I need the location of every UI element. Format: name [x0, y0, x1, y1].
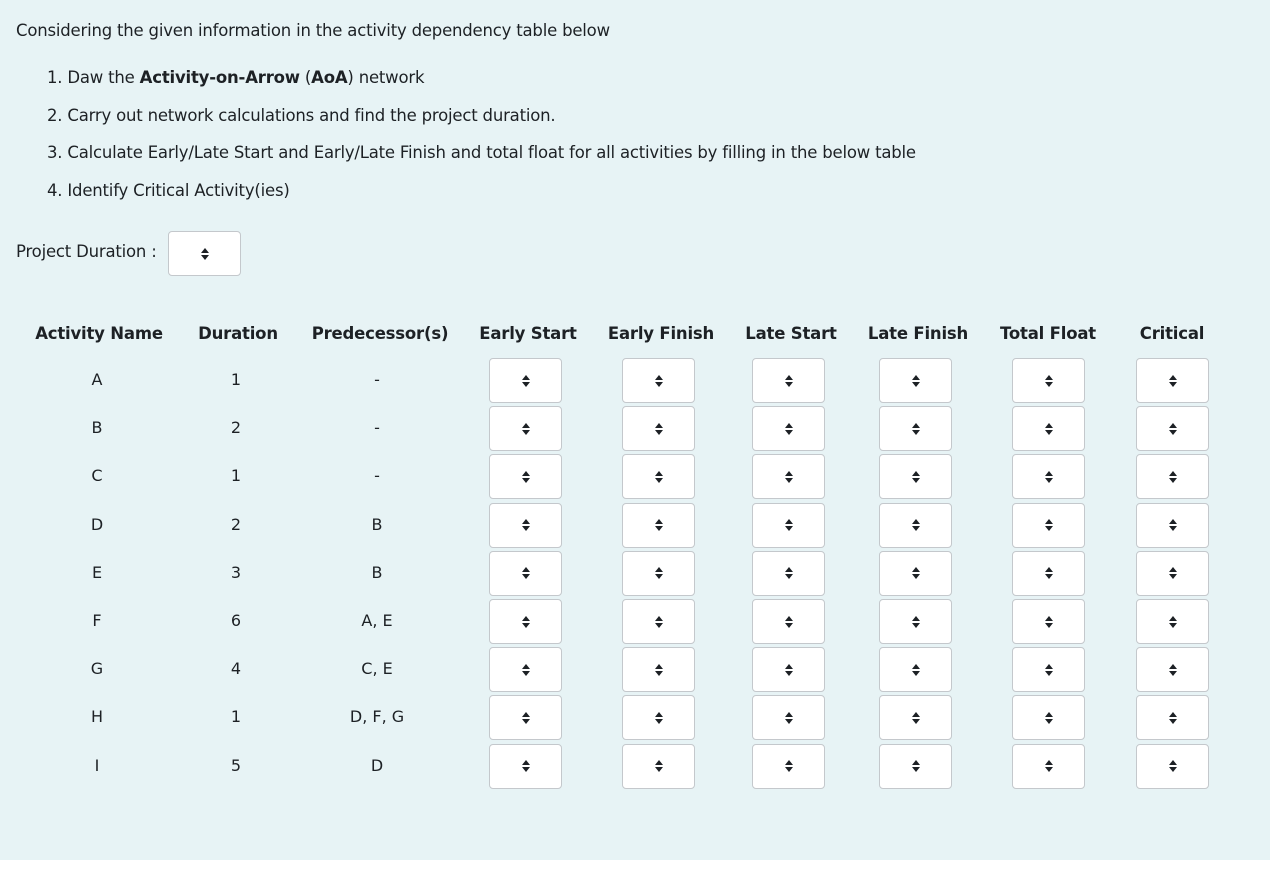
- updown-arrows-icon: [522, 567, 530, 579]
- early-finish-select[interactable]: [622, 599, 695, 644]
- activity-name-cell: C: [91, 466, 103, 486]
- duration-cell: 1: [230, 707, 242, 727]
- late-start-select[interactable]: [752, 695, 825, 740]
- late-start-select[interactable]: [752, 503, 825, 548]
- updown-arrows-icon: [522, 616, 530, 628]
- early-start-select[interactable]: [489, 647, 562, 692]
- updown-arrows-icon: [522, 519, 530, 531]
- early-finish-select[interactable]: [622, 551, 695, 596]
- updown-arrows-icon: [1045, 519, 1053, 531]
- updown-arrows-icon: [655, 519, 663, 531]
- updown-arrows-icon: [912, 423, 920, 435]
- late-finish-select[interactable]: [879, 551, 952, 596]
- step-4: 4. Identify Critical Activity(ies): [47, 180, 290, 200]
- total-float-select[interactable]: [1012, 695, 1085, 740]
- updown-arrows-icon: [1045, 616, 1053, 628]
- activity-name-cell: I: [94, 755, 100, 775]
- late-start-select[interactable]: [752, 551, 825, 596]
- late-start-select[interactable]: [752, 744, 825, 789]
- activity-name-cell: A: [91, 370, 103, 389]
- predecessor-cell: A, E: [361, 611, 393, 630]
- critical-select[interactable]: [1136, 358, 1209, 403]
- total-float-select[interactable]: [1012, 551, 1085, 596]
- updown-arrows-icon: [655, 760, 663, 772]
- activity-name-cell: E: [91, 562, 103, 582]
- header-early-finish: Early Finish: [607, 324, 715, 343]
- early-finish-select[interactable]: [622, 406, 695, 451]
- late-start-select[interactable]: [752, 358, 825, 403]
- updown-arrows-icon: [912, 375, 920, 387]
- updown-arrows-icon: [1045, 567, 1053, 579]
- late-start-select[interactable]: [752, 454, 825, 499]
- predecessor-cell: D: [370, 755, 384, 775]
- early-start-select[interactable]: [489, 551, 562, 596]
- step-2: 2. Carry out network calculations and find the project duration.: [47, 105, 556, 125]
- early-finish-select[interactable]: [622, 647, 695, 692]
- updown-arrows-icon: [912, 567, 920, 579]
- early-start-select[interactable]: [489, 695, 562, 740]
- duration-cell: 2: [230, 418, 242, 438]
- header-activity-name: Activity Name: [35, 324, 163, 343]
- updown-arrows-icon: [785, 712, 793, 724]
- updown-arrows-icon: [1169, 616, 1177, 628]
- total-float-select[interactable]: [1012, 744, 1085, 789]
- predecessor-cell: B: [371, 562, 383, 582]
- late-finish-select[interactable]: [879, 647, 952, 692]
- header-late-finish: Late Finish: [867, 324, 969, 343]
- updown-arrows-icon: [912, 616, 920, 628]
- intro-text: Considering the given information in the activity dependency table below: [16, 21, 610, 40]
- late-finish-select[interactable]: [879, 695, 952, 740]
- updown-arrows-icon: [1045, 760, 1053, 772]
- late-finish-select[interactable]: [879, 744, 952, 789]
- early-finish-select[interactable]: [622, 454, 695, 499]
- updown-arrows-icon: [655, 664, 663, 676]
- early-finish-select[interactable]: [622, 358, 695, 403]
- updown-arrows-icon: [785, 471, 793, 483]
- updown-arrows-icon: [785, 519, 793, 531]
- updown-arrows-icon: [912, 471, 920, 483]
- late-start-select[interactable]: [752, 647, 825, 692]
- early-start-select[interactable]: [489, 454, 562, 499]
- updown-arrows-icon: [1169, 760, 1177, 772]
- updown-arrows-icon: [785, 760, 793, 772]
- updown-arrows-icon: [655, 375, 663, 387]
- predecessor-cell: B: [371, 514, 383, 534]
- predecessor-cell: C, E: [361, 659, 393, 679]
- late-finish-select[interactable]: [879, 454, 952, 499]
- early-start-select[interactable]: [489, 744, 562, 789]
- updown-arrows-icon: [655, 616, 663, 628]
- critical-select[interactable]: [1136, 551, 1209, 596]
- updown-arrows-icon: [1169, 664, 1177, 676]
- total-float-select[interactable]: [1012, 358, 1085, 403]
- early-finish-select[interactable]: [622, 503, 695, 548]
- duration-cell: 5: [230, 755, 242, 775]
- duration-cell: 2: [230, 514, 242, 534]
- updown-arrows-icon: [1169, 423, 1177, 435]
- predecessor-cell: -: [374, 466, 380, 486]
- steps-list: [47, 68, 916, 218]
- updown-arrows-icon: [1169, 519, 1177, 531]
- updown-arrows-icon: [522, 760, 530, 772]
- activity-name-cell: D: [90, 514, 104, 534]
- updown-arrows-icon: [912, 519, 920, 531]
- header-early-start: Early Start: [479, 324, 577, 343]
- duration-cell: 1: [230, 370, 242, 389]
- updown-arrows-icon: [1045, 471, 1053, 483]
- updown-arrows-icon: [522, 423, 530, 435]
- activity-name-cell: H: [90, 707, 104, 727]
- step-3: 3. Calculate Early/Late Start and Early/Late Finish and total float for all activities by filling in the below table: [47, 143, 916, 162]
- header-predecessors: Predecessor(s): [311, 324, 449, 343]
- updown-arrows-icon: [1045, 664, 1053, 676]
- header-critical: Critical: [1139, 324, 1205, 343]
- early-finish-select[interactable]: [622, 744, 695, 789]
- updown-arrows-icon: [1045, 375, 1053, 387]
- late-finish-select[interactable]: [879, 599, 952, 644]
- updown-arrows-icon: [1169, 567, 1177, 579]
- updown-arrows-icon: [912, 760, 920, 772]
- critical-select[interactable]: [1136, 454, 1209, 499]
- updown-arrows-icon: [655, 471, 663, 483]
- step-1: 1. Daw the Activity-on-Arrow (AoA) network: [47, 68, 425, 87]
- updown-arrows-icon: [522, 375, 530, 387]
- activity-name-cell: B: [91, 418, 103, 438]
- late-start-select[interactable]: [752, 599, 825, 644]
- predecessor-cell: -: [374, 418, 380, 438]
- critical-select[interactable]: [1136, 599, 1209, 644]
- early-finish-select[interactable]: [622, 695, 695, 740]
- early-start-select[interactable]: [489, 358, 562, 403]
- updown-arrows-icon: [522, 712, 530, 724]
- duration-cell: 1: [230, 466, 242, 486]
- duration-cell: 6: [230, 611, 242, 630]
- updown-arrows-icon: [785, 423, 793, 435]
- updown-arrows-icon: [785, 375, 793, 387]
- updown-arrows-icon: [1169, 712, 1177, 724]
- critical-select[interactable]: [1136, 647, 1209, 692]
- duration-cell: 3: [230, 562, 242, 582]
- duration-cell: 4: [230, 659, 242, 679]
- total-float-select[interactable]: [1012, 406, 1085, 451]
- updown-arrows-icon: [912, 664, 920, 676]
- updown-arrows-icon: [655, 423, 663, 435]
- late-finish-select[interactable]: [879, 503, 952, 548]
- updown-arrows-icon: [1045, 423, 1053, 435]
- total-float-select[interactable]: [1012, 503, 1085, 548]
- critical-select[interactable]: [1136, 695, 1209, 740]
- critical-select[interactable]: [1136, 406, 1209, 451]
- predecessor-cell: D, F, G: [349, 707, 405, 727]
- late-finish-select[interactable]: [879, 358, 952, 403]
- header-late-start: Late Start: [745, 324, 837, 343]
- late-finish-select[interactable]: [879, 406, 952, 451]
- updown-arrows-icon: [785, 567, 793, 579]
- predecessor-cell: -: [374, 370, 380, 389]
- late-start-select[interactable]: [752, 406, 825, 451]
- updown-arrows-icon: [655, 712, 663, 724]
- critical-select[interactable]: [1136, 503, 1209, 548]
- project-duration-select[interactable]: [168, 231, 241, 276]
- updown-arrows-icon: [655, 567, 663, 579]
- header-total-float: Total Float: [1000, 324, 1096, 343]
- header-duration: Duration: [198, 324, 278, 343]
- critical-select[interactable]: [1136, 744, 1209, 789]
- early-start-select[interactable]: [489, 406, 562, 451]
- updown-arrows-icon: [785, 616, 793, 628]
- updown-arrows-icon: [1169, 375, 1177, 387]
- updown-arrows-icon: [522, 664, 530, 676]
- total-float-select[interactable]: [1012, 454, 1085, 499]
- updown-arrows-icon: [201, 248, 209, 260]
- activity-name-cell: F: [92, 611, 102, 630]
- updown-arrows-icon: [912, 712, 920, 724]
- updown-arrows-icon: [1045, 712, 1053, 724]
- updown-arrows-icon: [1169, 471, 1177, 483]
- early-start-select[interactable]: [489, 503, 562, 548]
- project-duration-label: Project Duration :: [16, 242, 157, 261]
- activity-name-cell: G: [90, 659, 104, 679]
- early-start-select[interactable]: [489, 599, 562, 644]
- updown-arrows-icon: [785, 664, 793, 676]
- total-float-select[interactable]: [1012, 647, 1085, 692]
- updown-arrows-icon: [522, 471, 530, 483]
- total-float-select[interactable]: [1012, 599, 1085, 644]
